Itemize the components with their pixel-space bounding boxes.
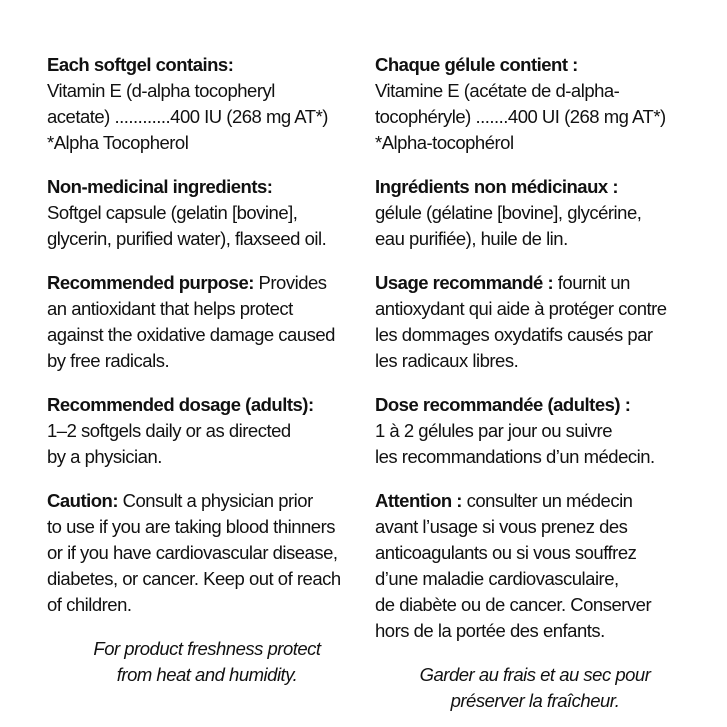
caution-line: d’une maladie cardiovasculaire,	[375, 568, 619, 589]
purpose-heading-en: Recommended purpose:	[47, 272, 254, 293]
caution-line: hors de la portée des enfants.	[375, 620, 605, 641]
dosage-heading-fr: Dose recommandée (adultes) :	[375, 394, 631, 415]
freshness-note-fr	[375, 662, 695, 714]
contains-section-en	[47, 52, 367, 156]
note-line: For product freshness protect	[93, 638, 321, 659]
contains-heading-en: Each softgel contains:	[47, 54, 234, 75]
dosage-line: 1–2 softgels daily or as directed	[47, 420, 291, 441]
purpose-line: les dommages oxydatifs causés par	[375, 324, 653, 345]
contains-section-fr	[375, 52, 695, 156]
caution-first-text: consulter un médecin	[461, 490, 633, 511]
nonmedicinal-heading-fr: Ingrédients non médicinaux :	[375, 176, 618, 197]
caution-line: or if you have cardiovascular disease,	[47, 542, 338, 563]
purpose-line: by free radicals.	[47, 350, 170, 371]
purpose-line: les radicaux libres.	[375, 350, 519, 371]
contains-heading-fr: Chaque gélule contient :	[375, 54, 578, 75]
caution-line: de diabète ou de cancer. Conserver	[375, 594, 652, 615]
dosage-line: 1 à 2 gélules par jour ou suivre	[375, 420, 612, 441]
caution-line: of children.	[47, 594, 132, 615]
dosage-heading-en: Recommended dosage (adults):	[47, 394, 314, 415]
purpose-heading-fr: Usage recommandé :	[375, 272, 554, 293]
contains-line: *Alpha Tocopherol	[47, 132, 189, 153]
purpose-section-fr	[375, 270, 695, 374]
caution-section-fr	[375, 488, 695, 644]
purpose-first-text: fournit un	[553, 272, 630, 293]
note-line: préserver la fraîcheur.	[450, 690, 620, 711]
purpose-first-line-en	[47, 270, 367, 296]
caution-heading-fr: Attention :	[375, 490, 462, 511]
caution-line: diabetes, or cancer. Keep out of reach	[47, 568, 341, 589]
contains-line: acetate) ............400 IU (268 mg AT*)	[47, 106, 328, 127]
contains-line: Vitamine E (acétate de d-alpha-	[375, 80, 620, 101]
nonmedicinal-line: Softgel capsule (gelatin [bovine],	[47, 202, 298, 223]
french-column	[375, 52, 695, 714]
contains-line: Vitamin E (d-alpha tocopheryl	[47, 80, 275, 101]
caution-heading-en: Caution:	[47, 490, 119, 511]
nonmedicinal-section-fr	[375, 174, 695, 252]
note-line: from heat and humidity.	[116, 664, 298, 685]
nonmedicinal-line: gélule (gélatine [bovine], glycérine,	[375, 202, 642, 223]
purpose-first-line-fr	[375, 270, 695, 296]
nonmedicinal-line: eau purifiée), huile de lin.	[375, 228, 568, 249]
purpose-section-en	[47, 270, 367, 374]
caution-first-line-en	[47, 488, 367, 514]
dosage-line: by a physician.	[47, 446, 162, 467]
purpose-line: antioxydant qui aide à protéger contre	[375, 298, 667, 319]
nonmedicinal-line: glycerin, purified water), flaxseed oil.	[47, 228, 327, 249]
caution-first-text: Consult a physician prior	[118, 490, 313, 511]
caution-line: to use if you are taking blood thinners	[47, 516, 335, 537]
note-line: Garder au frais et au sec pour	[419, 664, 651, 685]
caution-first-line-fr	[375, 488, 695, 514]
caution-section-en	[47, 488, 367, 618]
dosage-line: les recommandations d’un médecin.	[375, 446, 655, 467]
caution-line: avant l’usage si vous prenez des	[375, 516, 628, 537]
freshness-note-en	[47, 636, 367, 688]
dosage-section-en	[47, 392, 367, 470]
contains-line: tocophéryle) .......400 UI (268 mg AT*)	[375, 106, 666, 127]
caution-line: anticoagulants ou si vous souffrez	[375, 542, 637, 563]
nonmedicinal-section-en	[47, 174, 367, 252]
purpose-line: against the oxidative damage caused	[47, 324, 335, 345]
contains-line: *Alpha-tocophérol	[375, 132, 514, 153]
english-column	[47, 52, 367, 688]
purpose-line: an antioxidant that helps protect	[47, 298, 293, 319]
nonmedicinal-heading-en: Non-medicinal ingredients:	[47, 176, 273, 197]
dosage-section-fr	[375, 392, 695, 470]
purpose-first-text: Provides	[253, 272, 327, 293]
